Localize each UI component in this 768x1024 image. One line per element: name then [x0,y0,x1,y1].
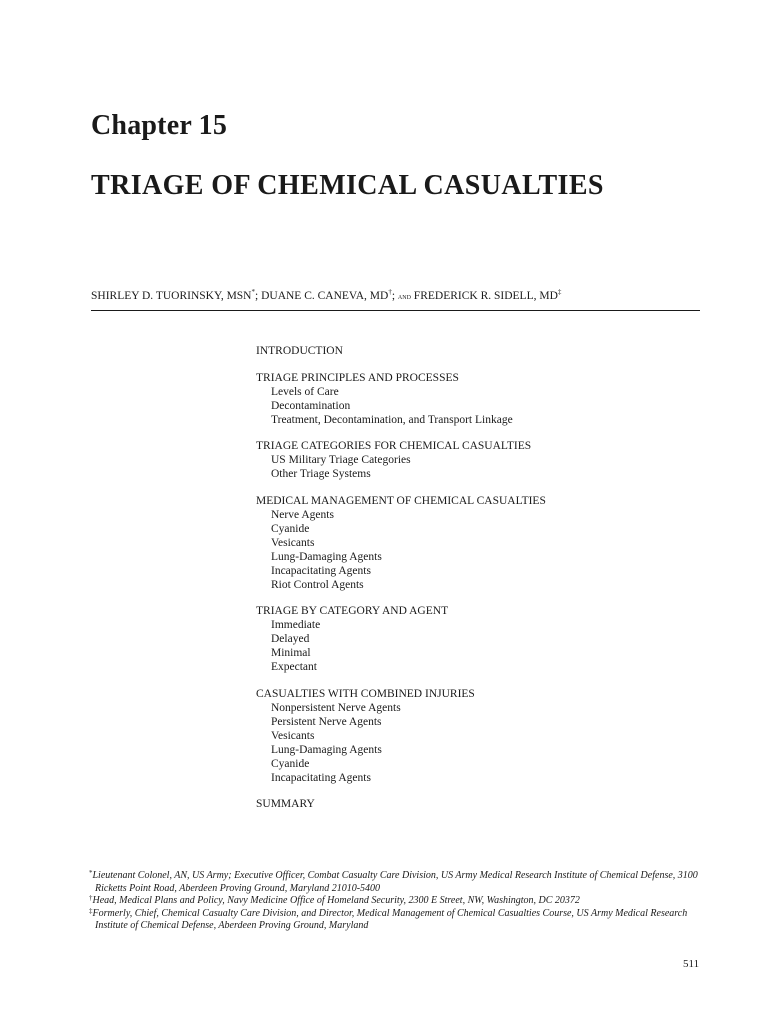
page-number: 511 [683,958,700,970]
toc-section [256,371,546,427]
chapter-label: Chapter 15 [91,110,228,141]
toc-item[interactable]: Lung-Damaging Agents [271,550,382,563]
toc-item[interactable]: Persistent Nerve Agents [271,715,382,728]
toc-section [256,797,546,811]
toc-item[interactable]: Minimal [271,647,311,659]
toc-heading[interactable]: TRIAGE PRINCIPLES AND PROCESSES [256,371,459,384]
toc-item[interactable]: Delayed [271,633,310,645]
toc-item[interactable]: Cyanide [271,757,310,770]
toc-item[interactable]: Riot Control Agents [271,578,364,591]
footnote-mark: ‡ [557,288,562,296]
footnote [89,895,704,908]
toc-item[interactable]: Vesicants [271,729,315,742]
toc-item[interactable]: Nonpersistent Nerve Agents [271,701,401,714]
toc-heading[interactable]: TRIAGE BY CATEGORY AND AGENT [256,605,449,617]
footnote-text: Head, Medical Plans and Policy, Navy Medicine Office of Homeland Security, 2300 E Street, NW, Washington, DC 20372 [92,895,580,906]
footnote-text: Lieutenant Colonel, AN, US Army; Executive Officer, Combat Casualty Care Division, US Army Medical Research Institute of Chemical Defense, 3100 Ricketts Point Road, Aberdeen Proving Ground, Maryland 21010-5400 [92,870,698,894]
table-of-contents [256,344,546,824]
toc-item[interactable]: Lung-Damaging Agents [271,743,382,756]
toc-section [256,344,546,358]
footnote-mark: † [388,288,392,296]
footnote-mark: * [89,869,93,877]
toc-heading[interactable]: INTRODUCTION [256,345,343,357]
toc-heading[interactable]: MEDICAL MANAGEMENT OF CHEMICAL CASUALTIES [256,494,546,507]
toc-item[interactable]: Levels of Care [271,385,339,398]
toc-item[interactable]: US Military Triage Categories [271,454,411,466]
toc-item[interactable]: Treatment, Decontamination, and Transport Linkage [271,413,513,426]
toc-item[interactable]: Expectant [271,661,317,673]
toc-item[interactable]: Nerve Agents [271,508,334,521]
toc-item[interactable]: Cyanide [271,522,310,535]
toc-item[interactable]: Vesicants [271,536,315,549]
toc-item[interactable]: Incapacitating Agents [271,771,371,784]
footnote-mark: † [89,894,93,902]
footnote-mark: * [251,288,255,296]
toc-heading[interactable]: SUMMARY [256,798,315,810]
toc-item[interactable]: Immediate [271,619,321,631]
author-line: SHIRLEY D. TUORINSKY, MSN*; DUANE C. CANEVA, MD†; and FREDERICK R. SIDELL, MD‡ [91,288,562,302]
footnote-text: Formerly, Chief, Chemical Casualty Care Division, and Director, Medical Management of Chemical Casualties Course, US Army Medical Research Institute of Chemical Defense, Aberdeen Proving Ground, Maryland [92,907,688,931]
toc-section [256,687,546,785]
footnote-mark: ‡ [89,906,93,915]
footnotes [89,870,704,933]
chapter-title: TRIAGE OF CHEMICAL CASUALTIES [91,170,604,201]
author-name: FREDERICK R. SIDELL, MD [413,290,558,302]
toc-heading[interactable]: CASUALTIES WITH COMBINED INJURIES [256,687,475,700]
footnote [89,908,704,933]
toc-section [256,439,546,481]
toc-item[interactable]: Incapacitating Agents [271,564,371,577]
author-name: DUANE C. CANEVA, MD [261,290,389,302]
toc-section [256,494,546,592]
toc-item[interactable]: Other Triage Systems [271,468,371,480]
header-divider [91,310,700,311]
toc-section [256,604,546,674]
footnote [89,870,704,895]
toc-item[interactable]: Decontamination [271,399,351,412]
toc-heading[interactable]: TRIAGE CATEGORIES FOR CHEMICAL CASUALTIES [256,440,532,452]
author-name: SHIRLEY D. TUORINSKY, MSN [91,290,252,302]
author-conjunction: and [397,292,411,301]
